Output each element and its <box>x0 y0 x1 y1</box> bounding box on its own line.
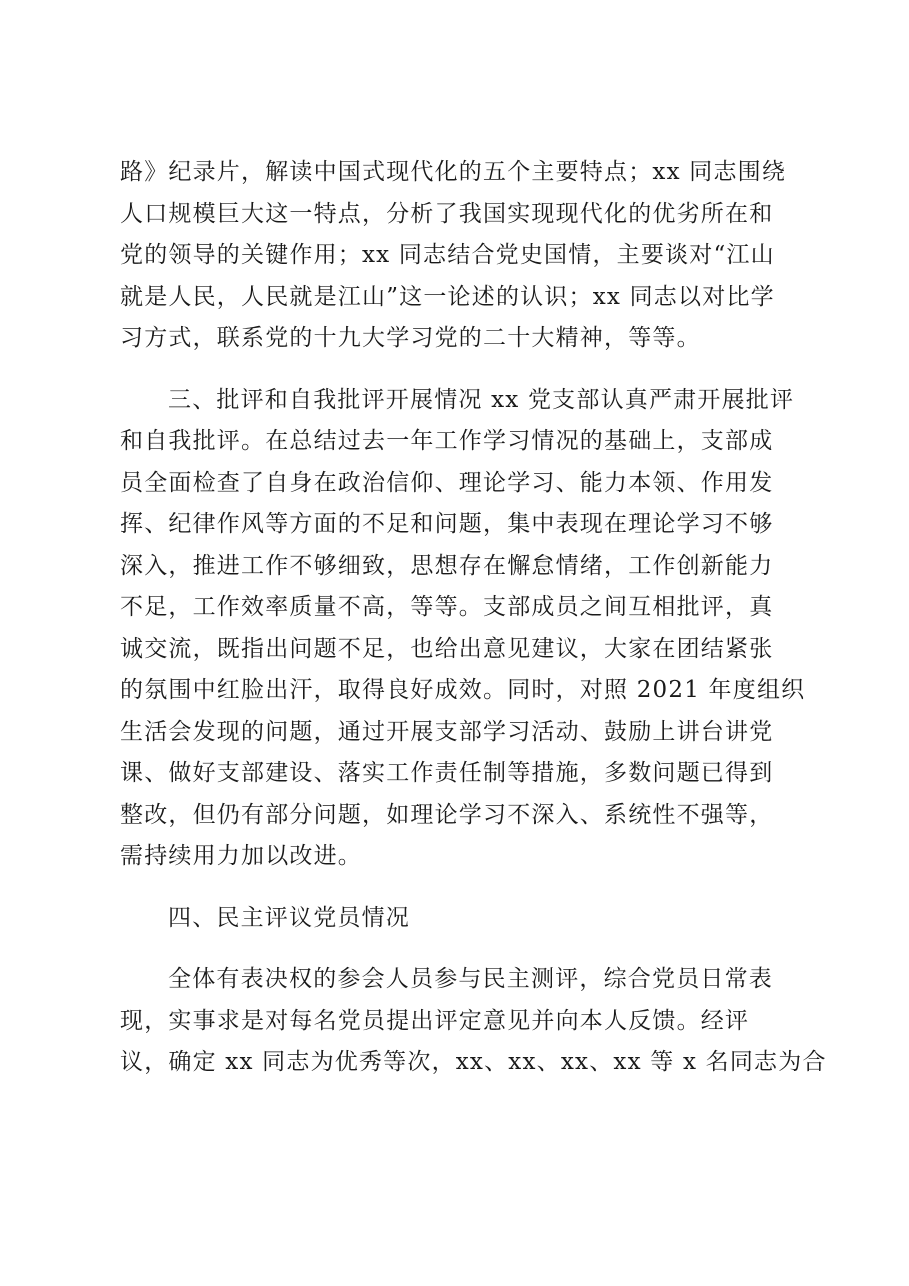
section-heading <box>120 898 810 940</box>
text-line: 生活会发现的问题，通过开展支部学习活动、鼓励上讲台讲党 <box>120 718 774 745</box>
text-line: 和自我批评。在总结过去一年工作学习情况的基础上，支部成 <box>120 428 774 454</box>
text-line: 路》纪录片，解读中国式现代化的五个主要特点；xx 同志围绕 <box>120 159 787 185</box>
text-line: 党的领导的关键作用；xx 同志结合党史国情，主要谈对“江山 <box>120 242 775 268</box>
text-line: 需持续用力加以改进。 <box>120 843 362 869</box>
document-body <box>120 152 827 1084</box>
text-line: 员全面检查了自身在政治信仰、理论学习、能力本领、作用发 <box>120 469 774 496</box>
text-line: 就是人民，人民就是江山”这一论述的认识；xx 同志以对比学 <box>120 283 775 310</box>
paragraph-gap <box>120 878 810 898</box>
text-line: 课、做好支部建设、落实工作责任制等措施，多数问题已得到 <box>120 760 774 786</box>
text-line: 全体有表决权的参会人员参与民主测评，综合党员日常表 <box>168 966 773 992</box>
text-line: 整改，但仍有部分问题，如理论学习不深入、系统性不强等， <box>120 801 774 828</box>
text-line: 不足，工作效率质量不高，等等。支部成员之间互相批评，真 <box>120 594 774 620</box>
text-line: 习方式，联系党的十九大学习党的二十大精神，等等。 <box>120 325 701 351</box>
paragraph-gap <box>120 939 810 959</box>
paragraph-criticism <box>120 380 810 878</box>
text-line: 人口规模巨大这一特点，分析了我国实现现代化的优劣所在和 <box>120 200 774 227</box>
text-line: 现，实事求是对每名党员提出评定意见并向本人反馈。经评 <box>120 1007 750 1034</box>
text-line: 三、批评和自我批评开展情况 xx 党支部认真严肃开展批评 <box>168 386 795 413</box>
text-line: 深入，推进工作不够细致，思想存在懈怠情绪，工作创新能力 <box>120 552 774 579</box>
text-line: 的氛围中红脸出汗，取得良好成效。同时，对照 2021 年度组织 <box>120 677 806 703</box>
text-line: 挥、纪律作风等方面的不足和问题，集中表现在理论学习不够 <box>120 511 774 537</box>
text-line: 议，确定 xx 同志为优秀等次，xx、xx、xx、xx 等 x 名同志为合 <box>120 1049 827 1075</box>
heading-line: 四、民主评议党员情况 <box>168 904 410 931</box>
paragraph-evaluation <box>120 959 827 1084</box>
text-line: 诚交流，既指出问题不足，也给出意见建议，大家在团结紧张 <box>120 635 774 662</box>
paragraph-gap <box>120 360 810 380</box>
paragraph-continuation <box>120 152 810 360</box>
